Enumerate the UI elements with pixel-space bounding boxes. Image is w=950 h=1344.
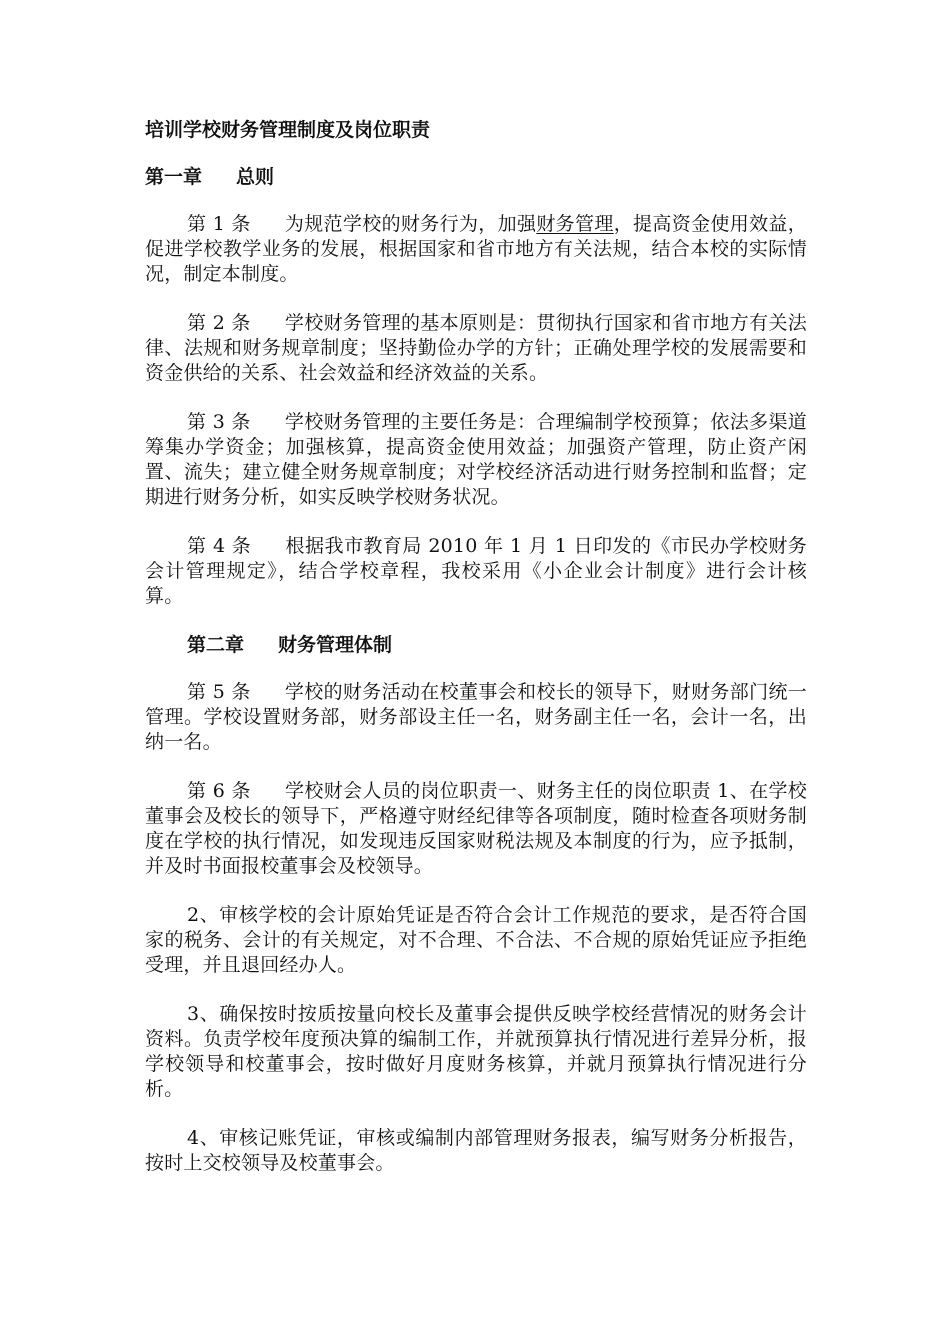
article-number: 第 5 条 [187,681,251,703]
chapter-name: 总则 [236,166,275,188]
article-text: 学校财务管理的基本原则是：贯彻执行国家和省市地方有关法律、法规和财务规章制度；坚持勤俭办学的方针；正确处理学校的发展需要和资金供给的关系、社会效益和经济效益的关系。 [145,312,808,384]
article-text: ，提高资金使用效益，促进学校教学业务的发展，根据国家和省市地方有关法规，结合本校的实际情况，制定本制度。 [145,213,807,285]
article-1 [145,212,807,287]
article-text: 学校的财务活动在校董事会和校长的领导下，财财务部门统一管理。学校设置财务部，财务部设主任一名，财务副主任一名，会计一名，出纳一名。 [145,681,808,753]
article-text: 学校财务管理的主要任务是：合理编制学校预算；依法多渠道筹集办学资金；加强核算，提高资金使用效益；加强资产管理，防止资产闲置、流失；建立健全财务规章制度；对学校经济活动进行财务控制和监督；定期进行财务分析，如实反映学校财务状况。 [145,411,808,508]
chapter-label: 第二章 [187,634,245,656]
chapter-label: 第一章 [145,166,203,188]
article-number: 第 3 条 [187,411,251,433]
chapter-heading-1 [145,165,807,190]
article-4 [145,534,807,609]
article-5 [145,680,807,755]
article-number: 第 6 条 [187,780,251,802]
article-number: 第 1 条 [187,213,251,235]
chapter-name: 财务管理体制 [278,634,393,656]
article-text: 根据我市教育局 2010 年 1 月 1 日印发的《市民办学校财务会计管理规定》，结合学校章程，我校采用《小企业会计制度》进行会计核算。 [145,535,807,607]
duty-item-4: 4、审核记账凭证，审核或编制内部管理财务报表，编写财务分析报告，按时上交校领导及校董事会。 [145,1127,807,1174]
article-2 [145,311,807,386]
article-6 [145,779,807,879]
document-title: 培训学校财务管理制度及岗位职责 [145,119,431,141]
duty-item-2: 2、审核学校的会计原始凭证是否符合会计工作规范的要求，是否符合国家的税务、会计的有关规定，对不合理、不合法、不合规的原始凭证应予拒绝受理，并且退回经办人。 [145,904,807,976]
chapter-heading-2 [145,633,807,658]
article-3 [145,410,807,510]
article-text: 学校财会人员的岗位职责一、财务主任的岗位职责 1、在学校董事会及校长的领导下，严格遵守财经纪律等各项制度，随时检查各项财务制度在学校的执行情况，如发现违反国家财税法规及本制度的行为，应予抵制，并及时书面报校董事会及校领导。 [145,780,807,877]
article-number: 第 4 条 [187,535,252,557]
article-number: 第 2 条 [187,312,251,334]
document-body [145,118,807,1200]
duty-item-3: 3、确保按时按质按量向校长及董事会提供反映学校经营情况的财务会计资料。负责学校年度预决算的编制工作，并就预算执行情况进行差异分析，报学校领导和校董事会，按时做好月度财务核算，并就月预算执行情况进行分析。 [145,1003,807,1100]
financial-management-link[interactable]: 财务管理 [536,213,614,235]
article-text: 为规范学校的财务行为，加强 [284,213,537,235]
